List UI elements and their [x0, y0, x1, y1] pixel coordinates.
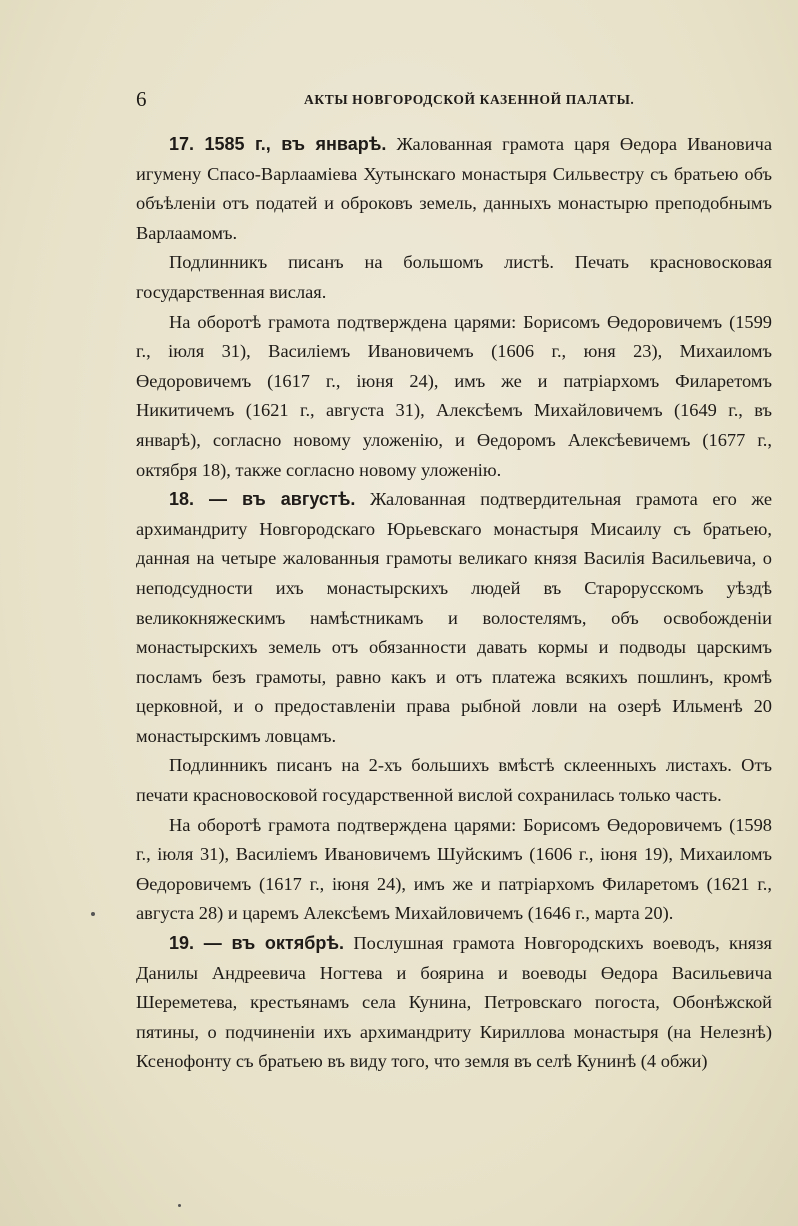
page-number: 6: [136, 87, 147, 111]
body-text: [136, 130, 772, 1077]
entry-17-paragraph-2: Подлинникъ писанъ на большомъ листѣ. Печать красновосковая государственная вислая.: [136, 252, 772, 302]
entry-17-text: Жалованная грамота царя Өедора Ивановича игумену Спасо-Варлаамiева Хутынскаго монастыря Сильвестру съ братьею объ объѣленiи отъ податей и оброковъ земель, данныхъ монастырю преподобнымъ Варлаамомъ.: [136, 134, 772, 243]
entry-18-paragraph-2: Подлинникъ писанъ на 2-хъ большихъ вмѣстѣ склеенныхъ листахъ. Отъ печати красновосковой государственной вислой сохранилась только часть.: [136, 755, 772, 806]
margin-speck: [91, 912, 95, 916]
entry-18-paragraph-3: На оборотѣ грамота подтверждена царями: Борисомъ Өедоровичемъ (1598 г., iюля 31), Василiемъ Ивановичемъ Шуйскимъ (1606 г., iюня 19), Михаиломъ Өедоровичемъ (1617 г., iюня 24), имъ же и патрiархомъ Филаретомъ (1621 г., августа 28) и царемъ Алексѣемъ Михайловичемъ (1646 г., марта 20).: [136, 814, 772, 924]
entry-17-paragraph-1: [136, 130, 772, 248]
entry-18-paragraph-1: [136, 485, 772, 751]
running-title: АКТЫ НОВГОРОДСКОЙ КАЗЕННОЙ ПАЛАТЫ.: [304, 92, 635, 107]
page-header: [136, 87, 776, 113]
footer-speck: [178, 1204, 181, 1207]
entry-18-heading: 18. — въ августѣ.: [169, 489, 356, 510]
entry-18-text: Жалованная подтвердительная грамота его же архимандриту Новгородскаго Юрьевскаго монастыря Мисаилу съ братьею, данная на четыре жалованныя грамоты великаго князя Василiя Васильевича, о неподсудности ихъ монастырскихъ людей въ Старорусскомъ уѣздѣ великокняжескимъ намѣстникамъ и волостелямъ, объ освобожденiи монастырскихъ земель отъ обязанности давать кормы и подводы царскимъ посламъ безъ грамоты, равно какъ и отъ платежа всякихъ пошлинъ, кромѣ церковной, и о предоставленiи права рыбной ловли на озерѣ Ильменѣ 20 монастырскимъ ловцамъ.: [136, 489, 772, 746]
entry-19-heading: 19. — въ октябрѣ.: [169, 933, 344, 954]
entry-17-heading: 17. 1585 г., въ январѣ.: [169, 134, 387, 154]
entry-19-paragraph-1: [136, 929, 772, 1077]
entry-19-text: Послушная грамота Новгородскихъ воеводъ, князя Данилы Андреевича Ногтева и боярина и воеводы Өедора Васильевича Шереметева, крестьянамъ села Кунина, Петровскаго погоста, Обонѣжской пятины, о подчиненiи ихъ архимандриту Кириллова монастыря (на Нелезнѣ) Ксенофонту съ братьею въ виду того, что земля въ селѣ Кунинѣ (4 обжи): [136, 933, 772, 1072]
entry-17-paragraph-3: На оборотѣ грамота подтверждена царями: Борисомъ Өедоровичемъ (1599 г., iюля 31), Василiемъ Ивановичемъ (1606 г., юня 23), Михаиломъ Өедоровичемъ (1617 г., iюня 24), имъ же и патрiархомъ Филаретомъ Никитичемъ (1621 г., августа 31), Алексѣемъ Михайловичемъ (1649 г., въ январѣ), согласно новому уложенiю, и Өедоромъ Алексѣевичемъ (1677 г., октября 18), также согласно новому уложенiю.: [136, 311, 772, 480]
